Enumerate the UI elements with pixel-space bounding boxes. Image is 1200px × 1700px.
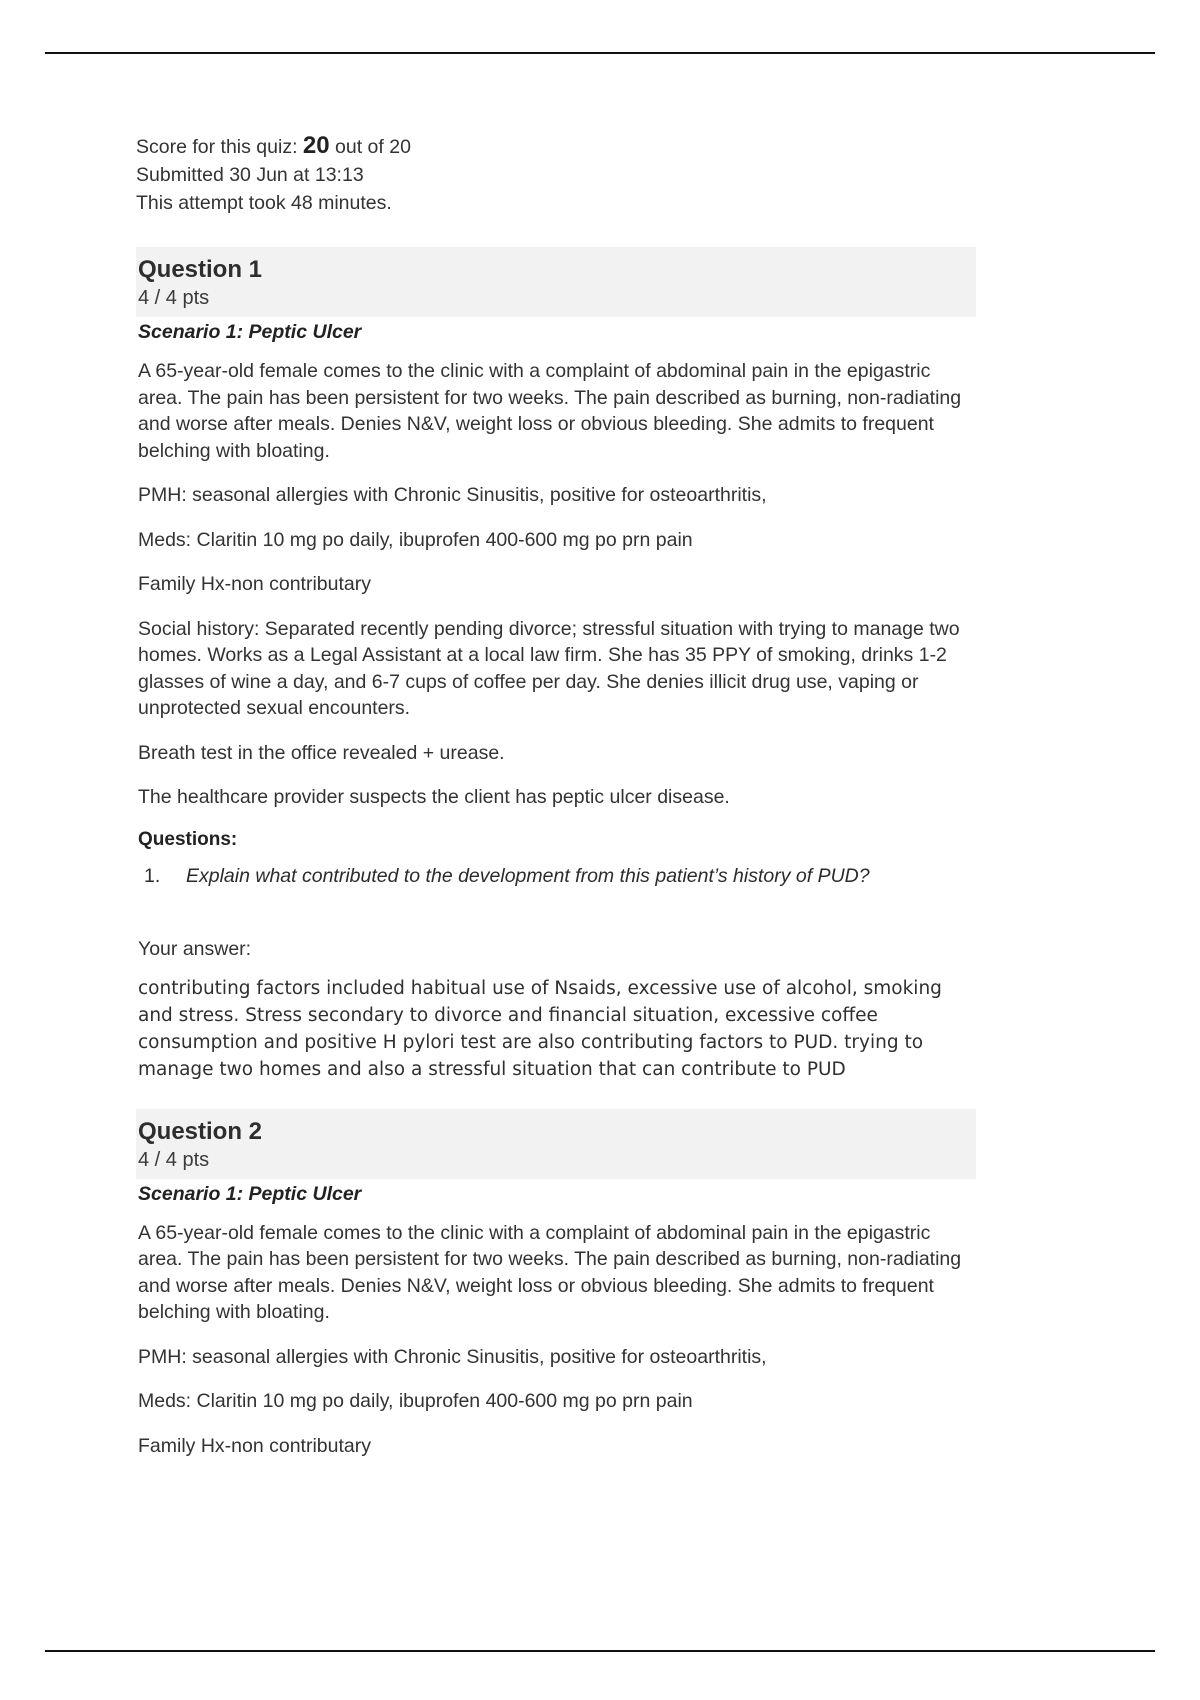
scenario-title: Scenario 1: Peptic Ulcer [138, 1182, 362, 1205]
social-history: Social history: Separated recently pending divorce; stressful situation with trying to manage two homes. Works as a Legal Assistant at a local law firm. She has 35 PPY of smoking, drinks 1-2 glasses of wine a day, and 6-7 cups of coffee per day. She denies illicit drug use, vaping or unprotected sexual encounters. [138, 617, 960, 719]
breath-test-result: Breath test in the office revealed + urease. [138, 741, 505, 764]
question-header [136, 247, 976, 317]
quiz-score-line [136, 132, 976, 161]
header-divider [45, 52, 1155, 54]
family-history: Family Hx-non contributary [138, 573, 371, 595]
family-history: Family Hx-non contributary [138, 1434, 371, 1457]
your-answer-text: contributing factors included habitual use of Nsaids, excessive use of alcohol, smoking and stress. Stress secondary to divorce and financial situation, excessive coffee consumption and positive H pylori test are also contributing factors to PUD. trying to manage two homes and also a stressful situation that can contribute to PUD [138, 977, 942, 1080]
your-answer-label: Your answer: [138, 937, 252, 960]
question-item [136, 863, 976, 890]
medications: Meds: Claritin 10 mg po daily, ibuprofen 400-600 mg po prn pain [138, 528, 693, 551]
question-points: 4 / 4 pts [138, 287, 210, 309]
scenario-title: Scenario 1: Peptic Ulcer [138, 321, 362, 343]
footer-divider [45, 1650, 1155, 1652]
question-block [136, 1109, 976, 1460]
provider-suspicion: The healthcare provider suspects the client has peptic ulcer disease. [138, 786, 730, 808]
question-header [136, 1109, 976, 1179]
attempt-duration: This attempt took 48 minutes. [136, 192, 392, 214]
document-content [136, 132, 976, 1477]
score-suffix-label: out of 20 [335, 136, 411, 158]
scenario-paragraph: A 65-year-old female comes to the clinic with a complaint of abdominal pain in the epigastric area. The pain has been persistent for two weeks. The pain described as burning, non-radiating and worse after meals. Denies N&V, weight loss or obvious bleeding. She admits to frequent belching with bloating. [138, 360, 962, 462]
submitted-timestamp: Submitted 30 Jun at 13:13 [136, 164, 364, 186]
past-medical-history: PMH: seasonal allergies with Chronic Sinusitis, positive for osteoarthritis, [138, 484, 767, 506]
score-value: 20 [302, 132, 330, 159]
score-prefix-label: Score for this quiz: [136, 136, 298, 158]
medications: Meds: Claritin 10 mg po daily, ibuprofen 400-600 mg po prn pain [138, 1390, 693, 1412]
question-title: Question 1 [138, 256, 263, 283]
question-block [136, 247, 976, 1083]
question-points: 4 / 4 pts [138, 1148, 210, 1171]
past-medical-history: PMH: seasonal allergies with Chronic Sinusitis, positive for osteoarthritis, [138, 1345, 767, 1368]
scenario-paragraph: A 65-year-old female comes to the clinic with a complaint of abdominal pain in the epigastric area. The pain has been persistent for two weeks. The pain described as burning, non-radiating and worse after meals. Denies N&V, weight loss or obvious bleeding. She admits to frequent belching with bloating. [138, 1221, 962, 1323]
questions-label: Questions: [138, 828, 238, 850]
question-title: Question 2 [138, 1117, 263, 1145]
quiz-summary [136, 132, 976, 217]
question-item-number: 1. [144, 864, 161, 887]
question-item-text: Explain what contributed to the development from this patient’s history of PUD? [186, 864, 870, 887]
